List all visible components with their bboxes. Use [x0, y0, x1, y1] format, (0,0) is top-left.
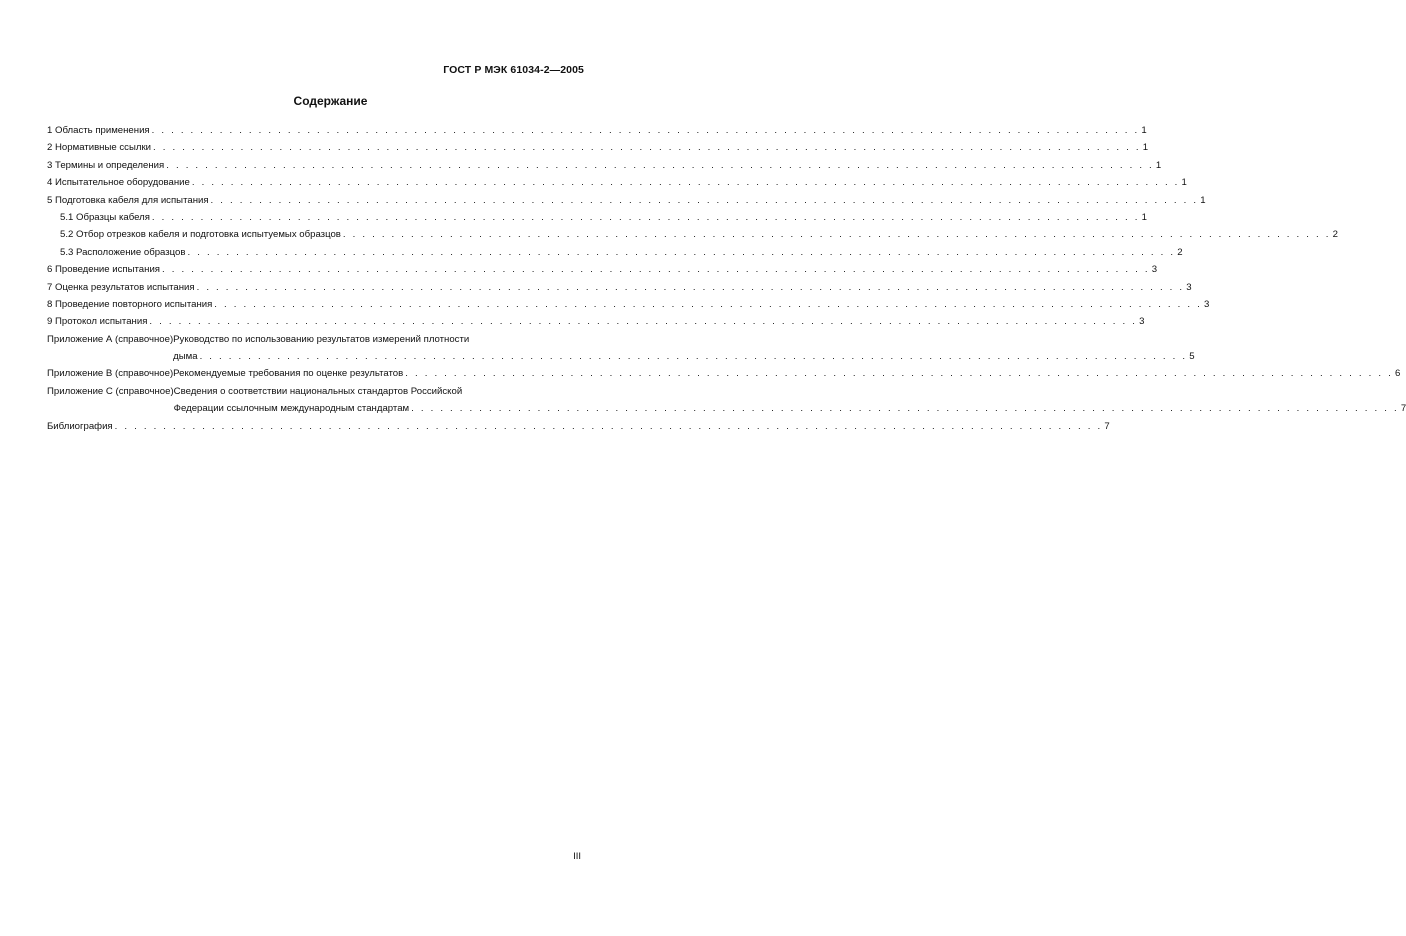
toc-page-number: 1	[1181, 177, 1187, 189]
leader-dots	[149, 316, 1137, 327]
toc-page-number: 5	[1189, 351, 1195, 363]
appendix-title: Рекомендуемые требования по оценке результатов	[173, 368, 404, 380]
leader-dots	[405, 368, 1393, 379]
leader-dots	[162, 264, 1150, 275]
toc-entry-4[interactable]: 4 Испытательное оборудование . . . 1	[47, 177, 583, 194]
toc-page-number: 2	[1177, 246, 1183, 258]
toc-entry-5-1[interactable]: 5.1 Образцы кабеля . . . 1	[47, 212, 583, 229]
leader-dots	[166, 160, 1154, 171]
leader-dots	[152, 212, 1140, 223]
toc-page-number: 1	[1155, 159, 1162, 171]
toc-entry-2[interactable]: 2 Нормативные ссылки . . . 1	[47, 142, 583, 159]
toc-entry-9[interactable]: 9 Протокол испытания . . . 3	[47, 316, 583, 333]
toc-entry-5-2[interactable]: 5.2 Отбор отрезков кабеля и подготовка испытуемых образцов . . . 2	[47, 229, 583, 246]
leader-dots	[152, 125, 1140, 136]
toc-entry-5[interactable]: 5 Подготовка кабеля для испытания . . . 1	[47, 195, 583, 212]
toc-page-number: 1	[1142, 142, 1149, 154]
leader-dots	[188, 247, 1176, 258]
toc-page-number: 1	[1141, 211, 1147, 223]
toc-entry-7[interactable]: 7 Оценка результатов испытания . . . 3	[47, 282, 583, 299]
toc-appendix-b[interactable]	[47, 368, 1401, 385]
toc-appendix-a[interactable]	[47, 333, 1195, 369]
toc-page-number: 1	[1141, 125, 1147, 136]
page-title: Содержание	[293, 94, 368, 108]
toc-entry-5-3[interactable]: 5.3 Расположение образцов . . . 2	[47, 247, 583, 264]
toc-appendix-c[interactable]	[47, 385, 1406, 421]
toc-page-number: 7	[1400, 403, 1406, 415]
toc-page-number: 3	[1139, 316, 1145, 328]
appendix-title-line2: Федерации ссылочным международным стандартам	[173, 403, 410, 415]
leader-dots	[200, 351, 1188, 362]
leader-dots	[211, 195, 1199, 206]
toc-page-number: 2	[1332, 229, 1338, 241]
appendix-title-line1: Руководство по использованию результатов измерений плотности	[173, 333, 470, 345]
toc-page-number: 3	[1151, 264, 1158, 276]
toc-entry-bibliography[interactable]: Библиография . . . 7	[47, 421, 583, 438]
leader-dots	[411, 403, 1399, 414]
toc-entry-8[interactable]: 8 Проведение повторного испытания . . . 3	[47, 299, 583, 316]
appendix-title-line1: Сведения о соответствии национальных стандартов Российской	[173, 385, 463, 397]
leader-dots	[192, 177, 1180, 188]
appendix-title-line2: дыма	[173, 351, 198, 363]
table-of-contents	[47, 125, 1406, 438]
appendix-prefix: Приложение С (справочное)	[47, 385, 174, 397]
appendix-prefix: Приложение В (справочное)	[47, 368, 174, 380]
leader-dots	[343, 229, 1331, 240]
appendix-prefix: Приложение А (справочное)	[47, 333, 174, 345]
toc-page-number: 3	[1186, 281, 1192, 293]
toc-page-number: 1	[1200, 194, 1206, 206]
document-code: ГОСТ Р МЭК 61034-2—2005	[443, 64, 584, 76]
toc-entry-1[interactable]: 1 Область применения . . . 1	[47, 125, 583, 142]
page-number: III	[573, 851, 581, 862]
toc-entry-3[interactable]: 3 Термины и определения . . . 1	[47, 160, 583, 177]
leader-dots	[214, 299, 1202, 310]
leader-dots	[197, 282, 1185, 293]
toc-page-number: 6	[1394, 368, 1401, 380]
leader-dots	[153, 142, 1141, 153]
toc-page-number: 3	[1203, 298, 1210, 310]
toc-page-number: 7	[1104, 420, 1110, 432]
leader-dots	[115, 421, 1103, 432]
toc-entry-6[interactable]: 6 Проведение испытания . . . 3	[47, 264, 583, 281]
